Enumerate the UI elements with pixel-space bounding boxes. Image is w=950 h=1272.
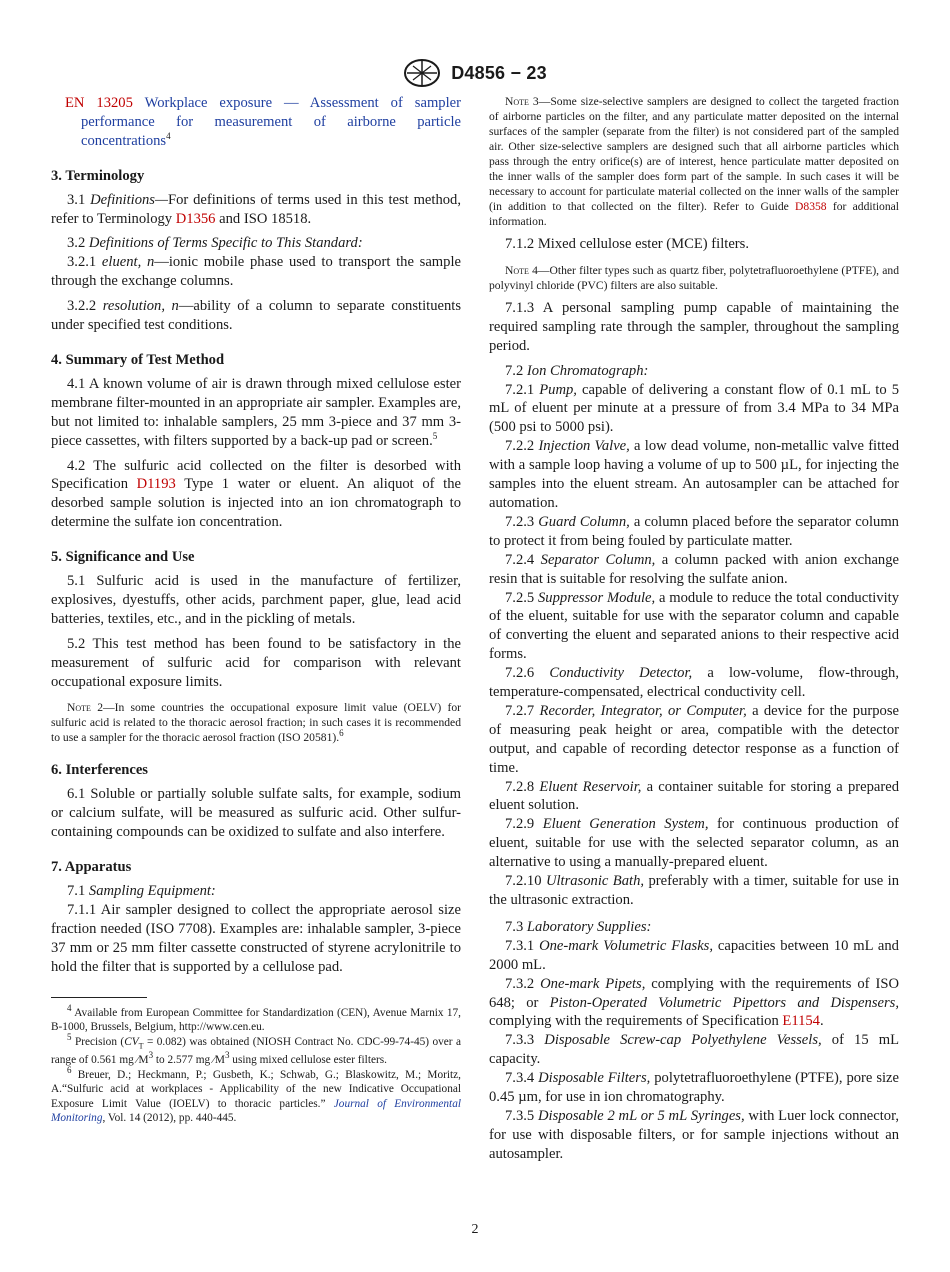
paragraph-7-1-3: 7.1.3 A personal sampling pump capable of maintaining the required sampling rate through the sampler, throughout the sampling period. xyxy=(489,299,899,354)
d1193-link[interactable]: D1193 xyxy=(136,476,176,493)
note-4: Note 4—Other filter types such as quartz fiber, polytetrafluoroethylene (PTFE), and polyvinyl chloride (PVC) filters are also suitable. xyxy=(489,263,899,292)
paragraph-7-3-1: 7.3.1 One-mark Volumetric Flasks, capacities between 10 mL and 2000 mL. xyxy=(489,937,899,973)
journal-link[interactable]: Journal of Environmental Monitoring xyxy=(51,1097,461,1125)
footnote-4: $^4$ Available from European Committee for Standardization (CEN), Avenue Marnix 17, B-1000, Brussels, Belgium, http://www.cen.eu. xyxy=(51,1002,461,1034)
referenced-standard-en13205 xyxy=(51,94,461,151)
page-number: 2 xyxy=(471,1222,479,1237)
section-heading-terminology: 3. Terminology xyxy=(51,167,145,184)
section-heading-summary: 4. Summary of Test Method xyxy=(51,351,225,368)
d1356-link[interactable]: D1356 xyxy=(175,210,216,227)
paragraph-5-2: 5.2 This test method has been found to be satisfactory in the measurement of sulfuric acid for comparison with relevant occupational exposure limits. xyxy=(51,635,461,690)
list-item: 7.2.6 Conductivity Detector, a low-volume, flow-through, temperature-compensated, electrical conductivity cell. xyxy=(489,665,899,701)
section-heading-significance: 5. Significance and Use xyxy=(51,549,195,566)
section-heading-interferences: 6. Interferences xyxy=(51,762,148,779)
paragraph-7-3-5: 7.3.5 Disposable 2 mL or 5 mL Syringes, with Luer lock connector, for use with disposable filters, or for sample injections without an autosampler. xyxy=(489,1107,900,1162)
list-item: 7.2.4 Separator Column, a column packed with anion exchange resin that is suitable for resolving the sulfate anion. xyxy=(489,551,900,587)
astm-logo-icon xyxy=(403,58,441,88)
paragraph-3-2-1: 3.2.1 eluent, n—ionic mobile phase used to transport the sample through the exchange columns. xyxy=(51,254,461,290)
paragraph-7-1-1: 7.1.1 Air sampler designed to collect the appropriate aerosol size fraction needed (ISO 7708). Examples are: inhalable sampler, 3-piece 37 mm or 25 mm filter cassette constructed of styrene acrylonitrile to hold the filter that is supported by a cellulose pad. xyxy=(51,901,461,975)
paragraph-4-2: 4.2 The sulfuric acid collected on the filter is desorbed with Specification D1193 Type 1 water or eluent. An aliquot of the desorbed sample solution is injected into an ion chromatograph to determine the sulfate ion concentration. xyxy=(51,457,461,531)
paragraph-7-3-2: 7.3.2 One-mark Pipets, complying with the requirements of ISO 648; or Piston-Operated Volumetric Pipettors and Dispensers, complying with the requirements of Specification E1154. xyxy=(489,975,899,1030)
paragraph-3-2-2: 3.2.2 resolution, n—ability of a column to separate constituents under specified test conditions. xyxy=(51,298,461,334)
d8358-link[interactable]: D8358 xyxy=(795,200,827,213)
list-item: 7.2.3 Guard Column, a column placed before the separator column to protect it from being fouled by particulate matter. xyxy=(489,513,899,549)
list-item: 7.2.10 Ultrasonic Bath, preferably with a timer, suitable for use in the ultrasonic extraction. xyxy=(489,873,899,908)
list-item: 7.2.2 Injection Valve, a low dead volume, non-metallic valve fitted with a sample loop having a volume of up to 500 µL, for injecting the samples into the eluent stream. An autosampler can be attached for automation. xyxy=(489,438,899,511)
left-column xyxy=(51,94,461,1126)
paragraph-4-1: 4.1 A known volume of air is drawn through mixed cellulose ester membrane filter-mounted in an appropriate air sampler. Examples are, but not limited to: inhalable samplers, 25 mm 3-piece and 37 mm 3-piece cassettes, with filters supported by a back-up pad or screen.$^5$ xyxy=(51,375,461,449)
paragraph-3-2: 3.2 Definitions of Terms Specific to This Standard: xyxy=(67,235,363,252)
note-2: Note 2—In some countries the occupational exposure limit value (OELV) for sulfuric acid is related to the thoracic aerosol fraction; in such cases it is recommended to use a sampler for the thoracic aerosol fraction (ISO 20581).$^6$ xyxy=(51,701,461,745)
right-column xyxy=(489,94,899,1164)
section-heading-apparatus: 7. Apparatus xyxy=(51,859,132,876)
paragraph-6-1: 6.1 Soluble or partially soluble sulfate salts, for example, sodium or calcium sulfate, will be measured as sulfuric acid. Other sulfur-containing compounds can be oxidized to sulfate and also interfere. xyxy=(51,786,461,841)
list-item: 7.2.7 Recorder, Integrator, or Computer, a device for the purpose of measuring peak height or area, compatible with the detector output, and capable of recording detector response as a function of time. xyxy=(489,702,900,776)
en13205-title-link[interactable]: Workplace exposure — Assessment of sampler performance for measurement of airborne particle concentrations xyxy=(81,95,461,149)
paragraph-7-3-4: 7.3.4 Disposable Filters, polytetrafluoroethylene (PTFE), pore size 0.45 µm, for use in ion chromatography. xyxy=(489,1070,900,1106)
paragraph-7-1: 7.1 Sampling Equipment: xyxy=(67,883,216,899)
list-item: 7.2.1 Pump, capable of delivering a constant flow of 0.1 mL to 5 mL of eluent per minute at a pressure of from 3.4 MPa to 34 MPa (500 psi to 5000 psi). xyxy=(489,381,899,436)
paragraph-7-1-2: 7.1.2 Mixed cellulose ester (MCE) filters. xyxy=(505,236,749,252)
document-number: D4856 − 23 xyxy=(451,62,547,83)
footnote-divider xyxy=(51,997,147,998)
list-item: 7.2.8 Eluent Reservoir, a container suitable for storing a prepared eluent solution. xyxy=(489,778,900,814)
ion-chromatograph-list xyxy=(489,381,899,910)
footnote-ref-4: 4 xyxy=(166,130,171,141)
e1154-link[interactable]: E1154 xyxy=(782,1013,820,1030)
footnote-6: $^6$ Breuer, D.; Heckmann, P.; Gusbeth, K.; Schwab, G.; Blaskowitz, M.; Moritz, A.“Sulfuric acid at workplaces - Applicability of the new Indicative Occupational Exposure Limit Value (IOELV) to thoracic particles.” Journal of Environmental Monitoring, Vol. 14 (2012), pp. 440-445. xyxy=(51,1065,461,1125)
paragraph-7-3-3: 7.3.3 Disposable Screw-cap Polyethylene Vessels, of 15 mL capacity. xyxy=(489,1032,899,1068)
note-3: Note 3—Some size-selective samplers are designed to collect the targeted fraction of airborne particles on the filter, and any particulate matter deposited on the internal surfaces of the sampler (separate from the filter) is not considered part of the sampled air. Other size-selective samplers are designed such that all airborne particles which pass through the entry orifice(s) are of interest, hence particulate matter deposited on the inner walls of the sampler does form part of the sample. In such cases it will be necessary to account for particulate material collected on the inner walls of the sampler (in addition to that collected on the filter). Refer to Guide D8358 for additional information. xyxy=(489,95,899,228)
list-item: 7.2.5 Suppressor Module, a module to reduce the total conductivity of the eluent, suitable for use with the separator column and capable of converting the eluent and separated anions to their respective acid forms. xyxy=(489,589,900,663)
paragraph-7-3: 7.3 Laboratory Supplies: xyxy=(505,918,652,935)
page-header xyxy=(0,58,950,88)
paragraph-5-1: 5.1 Sulfuric acid is used in the manufacture of fertilizer, explosives, dyestuffs, other acids, parchment paper, glue, lead acid batteries, textiles, etc., and in the pickling of metals. xyxy=(51,573,461,627)
paragraph-7-2: 7.2 Ion Chromatograph: xyxy=(505,362,649,379)
en13205-link[interactable]: EN 13205 xyxy=(65,95,133,111)
list-item: 7.2.9 Eluent Generation System, for continuous production of eluent, suitable for use with the selected separator column, as an alternative to using a manually-prepared eluent. xyxy=(489,816,899,871)
footnote-5: $^5$ Precision $(CV_T = 0.082)$ was obtained (NIOSH Contract No. CDC-99-74-45) over a range of 0.561 mg $⁄M^3$ to 2.577 mg $⁄M^3$ using mixed cellulose ester filters. xyxy=(51,1031,461,1067)
paragraph-3-1: 3.1 Definitions—For definitions of terms used in this test method, refer to Terminology D1356 and ISO 18518. xyxy=(51,191,462,227)
